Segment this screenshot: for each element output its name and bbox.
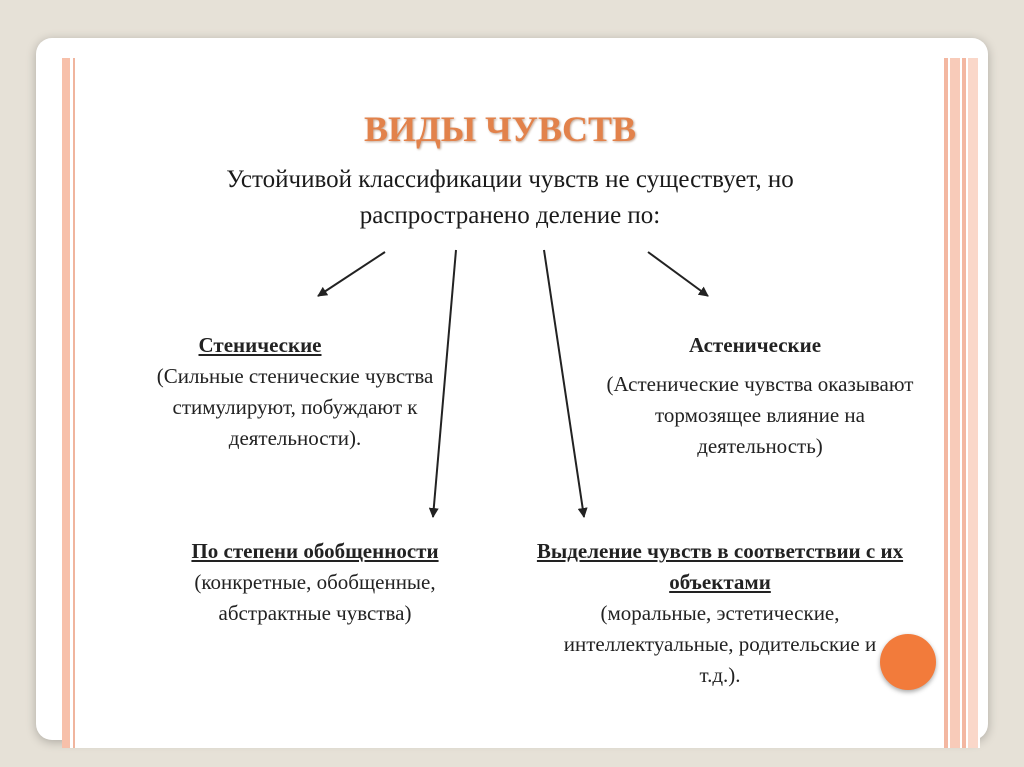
- sthenic-heading: Стенические: [198, 333, 322, 357]
- asthenic-text: (Астенические чувства оказывают тормозящее влияние на деятельность): [606, 372, 914, 458]
- arrow-to-objects: [544, 250, 584, 517]
- sthenic-text: (Сильные стенические чувства стимулируют, побуждают к деятельности).: [156, 364, 434, 450]
- sthenic-block: [140, 330, 450, 454]
- objects-heading: Выделение чувств в соответствии с их объектами: [536, 539, 904, 594]
- slide-title: ВИДЫ ЧУВСТВ: [363, 109, 636, 149]
- asthenic-heading: Астенические: [688, 333, 822, 357]
- generality-block: [140, 536, 490, 629]
- generality-heading: По степени обобщенности: [191, 539, 439, 563]
- asthenic-block: [600, 330, 920, 462]
- slide-subtitle: Устойчивой классификации чувств не существует, но распространено деление по:: [226, 166, 794, 229]
- objects-text: (моральные, эстетические, интеллектуальные, родительские и т.д.).: [563, 601, 877, 687]
- arrow-to-asthenic: [648, 252, 708, 296]
- objects-block: [520, 536, 920, 691]
- decorative-orange-dot: [880, 634, 936, 690]
- arrow-to-sthenic: [318, 252, 385, 296]
- generality-text: (конкретные, обобщенные, абстрактные чувства): [194, 570, 436, 625]
